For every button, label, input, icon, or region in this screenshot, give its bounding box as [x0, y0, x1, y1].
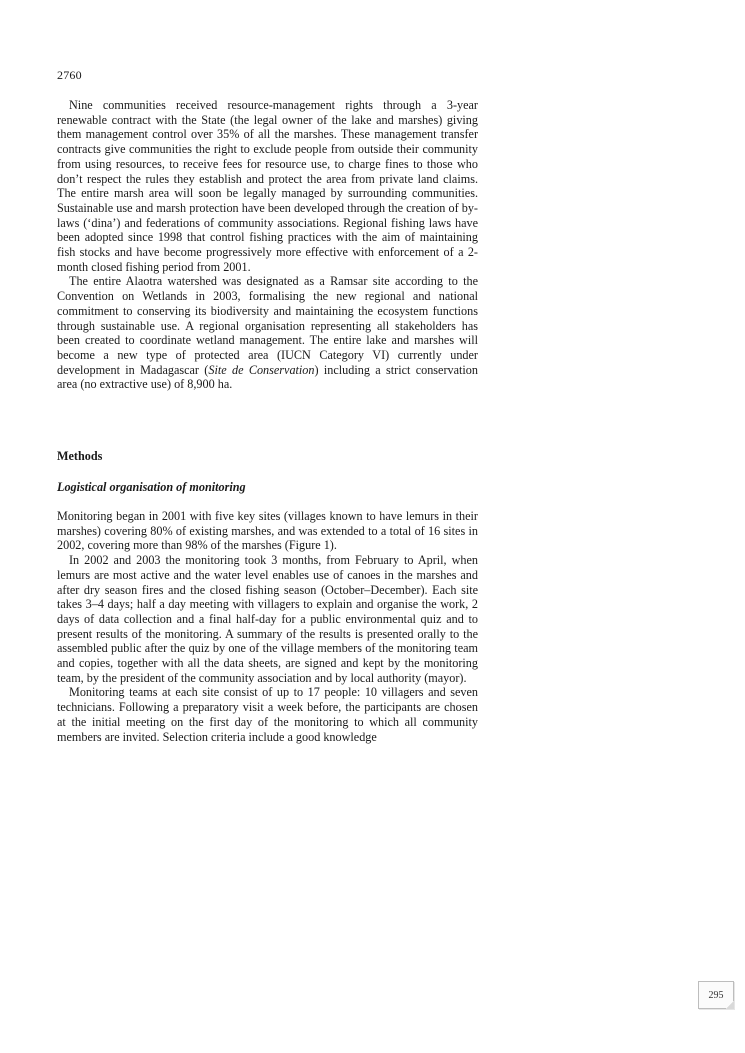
methods-heading: Methods	[57, 449, 103, 463]
site-de-conservation-term: Site de Conservation	[208, 362, 315, 377]
running-page-number: 2760	[57, 68, 82, 82]
methods-section	[57, 509, 478, 744]
logistics-subheading: Logistical organisation of monitoring	[57, 480, 246, 494]
intro-paragraph-2-text-a: The entire Alaotra watershed was designated as a Ramsar site according to the Convention on Wetlands in 2003, formalising the new regional and national commitment to conserving its biodiversity and maintaining the ecosystem functions through sustainable use. A regional organisation representing all stakeholders has been created to coordinate wetland management. The entire lake and marshes will become a new type of protected area (IUCN Category VI) currently under development in Madagascar (	[57, 274, 478, 377]
methods-paragraph-3: Monitoring teams at each site consist of up to 17 people: 10 villagers and seven technicians. Following a preparatory visit a week before, the participants are chosen at the initial meeting on the first day of the monitoring to which all community members are invited. Selection criteria include a good knowledge	[57, 685, 478, 744]
intro-paragraph-1: Nine communities received resource-management rights through a 3-year renewable contract with the State (the legal owner of the lake and marshes) giving them management control over 35% of all the marshes. These management transfer contracts give communities the right to exclude people from outside their community from using resources, to receive fees for resource use, to charge fines to those who don’t respect the rules they establish and protect the area from private land claims. The entire marsh area will soon be legally managed by surrounding communities. Sustainable use and marsh protection have been developed through the creation of by-laws (‘dina’) and federations of community associations. Regional fishing laws have been adopted since 1998 that control fishing practices with the aim of maintaining fish stocks and have become progressively more effective with enforcement of a 2-month closed fishing period from 2001.	[57, 98, 478, 274]
intro-paragraph-2-text-b: ) including a strict conservation area (no extractive use) of 8,900 ha.	[57, 362, 478, 392]
intro-section	[57, 98, 478, 392]
page-badge[interactable]: 295	[698, 981, 734, 1009]
methods-paragraph-2: In 2002 and 2003 the monitoring took 3 months, from February to April, when lemurs are most active and the water level enables use of canoes in the marshes and after dry season fires and the closed fishing season (October–December). Each site takes 3–4 days; half a day meeting with villagers to explain and organise the work, 2 days of data collection and a final half-day for a public environmental quiz and to present results of the monitoring. A summary of the results is presented orally to the assembled public after the quiz by one of the village members of the monitoring team and copies, together with all the data sheets, are signed and kept by the monitoring team, by the president of the community association and by local authority (mayor).	[57, 553, 478, 685]
intro-paragraph-2	[57, 274, 478, 392]
methods-paragraph-1: Monitoring began in 2001 with five key sites (villages known to have lemurs in their marshes) covering 80% of existing marshes, and was extended to a total of 16 sites in 2002, covering more than 98% of the marshes (Figure 1).	[57, 509, 478, 553]
